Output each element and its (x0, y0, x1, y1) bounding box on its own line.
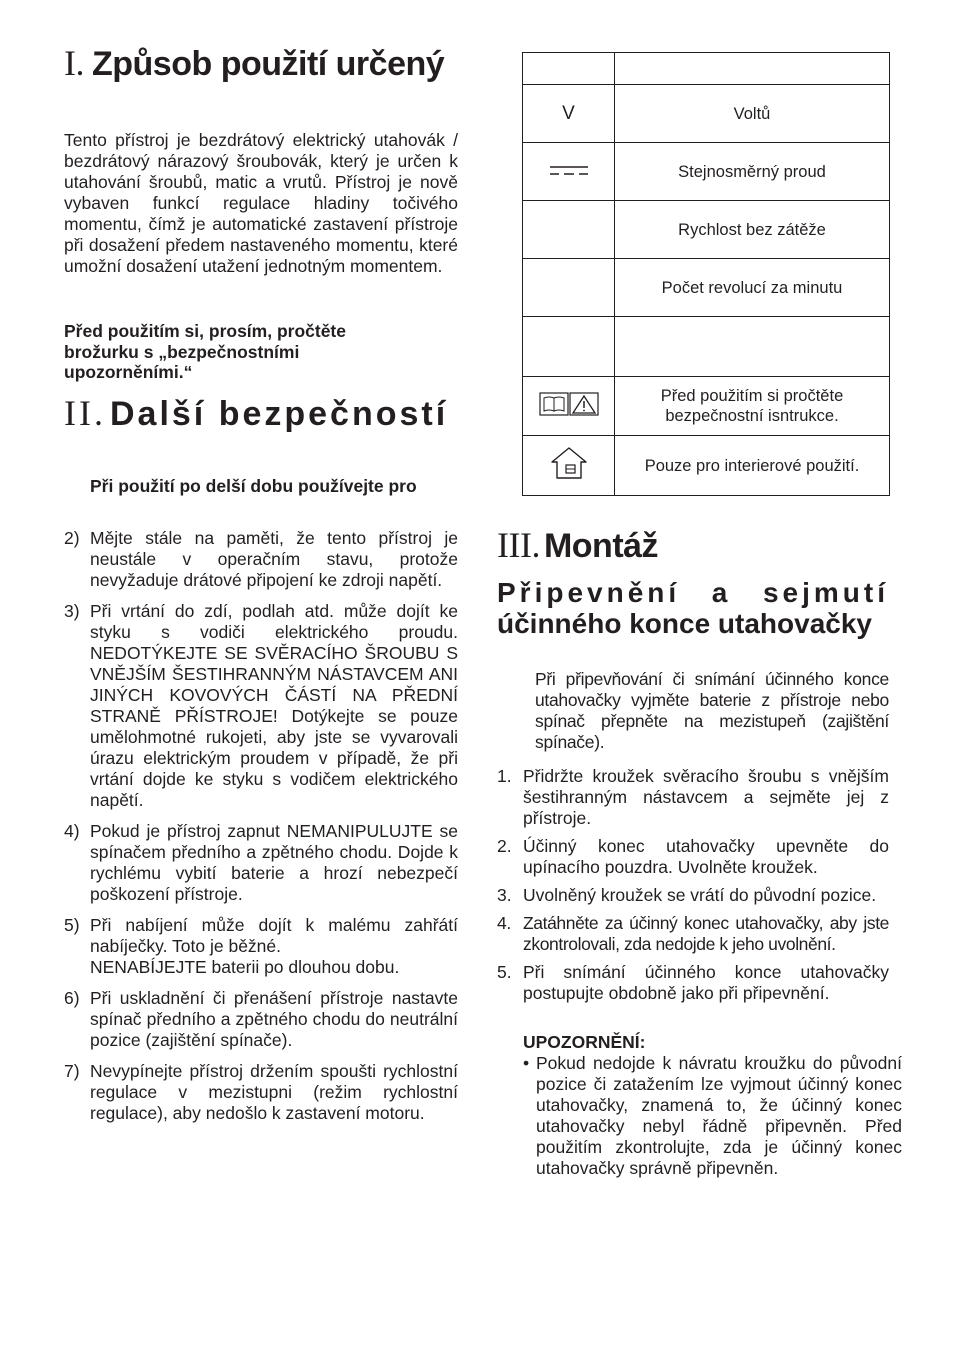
list-item: 3. Uvolněný kroužek se vrátí do původní pozice. (497, 885, 877, 905)
list-item: 2. Účinný konec utahovačky upevněte do upínacího pouzdra. Uvolněte kroužek. (497, 836, 889, 877)
assembly-steps (497, 766, 889, 1011)
read-manual-warning-icon (539, 389, 599, 424)
safety-list (64, 528, 458, 1134)
section-3-subtitle: Připevnění a sejmutí účinného konce utahovačky (497, 577, 889, 639)
section-2-numeral: II. (64, 393, 106, 433)
section-1-heading (64, 42, 444, 84)
symbols-table (522, 52, 890, 496)
safety-instructions-label: Před použitím si pročtěte bezpečnostní isntrukce. (615, 377, 890, 436)
indoor-use-icon (549, 445, 589, 486)
no-load-speed-label: Rychlost bez zátěže (615, 201, 890, 259)
section-3-numeral: III. (497, 525, 540, 565)
rpm-label: Počet revolucí za minutu (615, 259, 890, 317)
list-item: 3) Při vrtání do zdí, podlah atd. může dojít ke styku s vodiči elektrického proudu. NEDOTÝKEJTE SE SVĚRACÍHO ŠROUBU S VNĚJŠÍM ŠESTIHRANNÝM NÁSTAVCEM ANI JINÝCH KOVOVÝCH ČÁSTÍ NA PŘEDNÍ STRANĚ PŘÍSTROJE! Dotýkejte se pouze umělohmotné rukojeti, aby jste se vyvarovali úrazu elektrickým proudem v případě, že při vrtání dojde ke styku s vodičem elektrického napětí. (64, 601, 458, 810)
table-row (523, 201, 890, 259)
table-row (523, 143, 890, 201)
section-3-heading (497, 524, 658, 566)
table-row (523, 436, 890, 496)
volt-symbol: V (523, 85, 615, 143)
section-1-numeral: I. (64, 43, 84, 83)
section-2-heading (64, 392, 448, 434)
table-row (523, 377, 890, 436)
section-1-title: Způsob použití určený (92, 45, 445, 83)
list-item: 5. Při snímání účinného konce utahovačky postupujte obdobně jako při připevnění. (497, 962, 889, 1003)
safety-notice: Před použitím si, prosím, pročtěte brožurku s „bezpečnostními upozorněními.“ (64, 321, 346, 382)
table-row (523, 53, 890, 85)
volt-label: Voltů (615, 85, 890, 143)
table-row (523, 85, 890, 143)
list-item: 6) Při uskladnění či přenášení přístroje nastavte spínač předního a zpětného chodu do neutrální pozice (zajištění spínače). (64, 988, 458, 1050)
list-item: 4) Pokud je přístroj zapnut NEMANIPULUJTE se spínačem předního a zpětného chodu. Dojde k rychlému vybití baterie a hrozí nebezpečí poškození přístroje. (64, 821, 458, 904)
section-3-title: Montáž (543, 527, 659, 565)
list-item: 4. Zatáhněte za účinný konec utahovačky, aby jste zkontrolovali, zda nedojde k jeho uvolnění. (497, 913, 889, 954)
dc-label: Stejnosměrný proud (615, 143, 890, 201)
warning-bullet: • Pokud nedojde k návratu kroužku do původní pozice či zatažením lze vyjmout účinný konec utahovačky, znamená to, že účinný konec utahovačky nebyl řádně připevněn. Před použitím zkontrolujte, zda je účinný konec utahovačky správně připevněn. (523, 1053, 902, 1178)
list-item: 1. Přidržte kroužek svěracího šroubu s vnějším šestihranným nástavcem a sejměte jej z přístroje. (497, 766, 889, 828)
list-item: 2) Mějte stále na paměti, že tento přístroj je neustále v operačním stavu, protože nevyžaduje drátové připojení ke zdroji napětí. (64, 528, 458, 590)
warning-title: UPOZORNĚNÍ: (523, 1032, 646, 1052)
section-1-paragraph: Tento přístroj je bezdrátový elektrický utahovák / bezdrátový nárazový šroubovák, který je určen k utahování šroubů, matic a vrutů. Přístroj je nově vybaven funkcí regulace hladiny točivého momentu, čímž je automatické zastavení přístroje při dosažení předem nastaveného momentu, které umožní dosažení utažení jednotným momentem. (64, 130, 458, 276)
warning-text: Pokud nedojde k návratu kroužku do původní pozice či zatažením lze vyjmout účinný konec utahovačky, znamená to, že účinný konec utahovačky nebyl řádně připevněn. Před použitím zkontrolujte, zda je účinný konec utahovačky správně připevněn. (536, 1053, 902, 1178)
direct-current-icon (549, 162, 589, 182)
list-item: 5) Při nabíjení může dojít k malému zahřátí nabíječky. Toto je běžné. NENABÍJEJTE baterii po dlouhou dobu. (64, 915, 458, 977)
table-row (523, 317, 890, 377)
section-2-lead: Při použití po delší dobu používejte pro (90, 476, 417, 496)
list-item: 7) Nevypínejte přístroj držením spoušti rychlostní regulace v mezistupni (režim rychlostní regulace), aby nedošlo k zastavení motoru. (64, 1061, 458, 1123)
table-row (523, 259, 890, 317)
indoor-use-label: Pouze pro interierové použití. (615, 436, 890, 496)
section-3-intro: Při připevňování či snímání účinného konce utahovačky vyjměte baterie z přístroje nebo spínač přepněte na mezistupeň (zajištění spínače). (535, 669, 889, 752)
section-2-title: Další bezpečností (109, 395, 449, 433)
